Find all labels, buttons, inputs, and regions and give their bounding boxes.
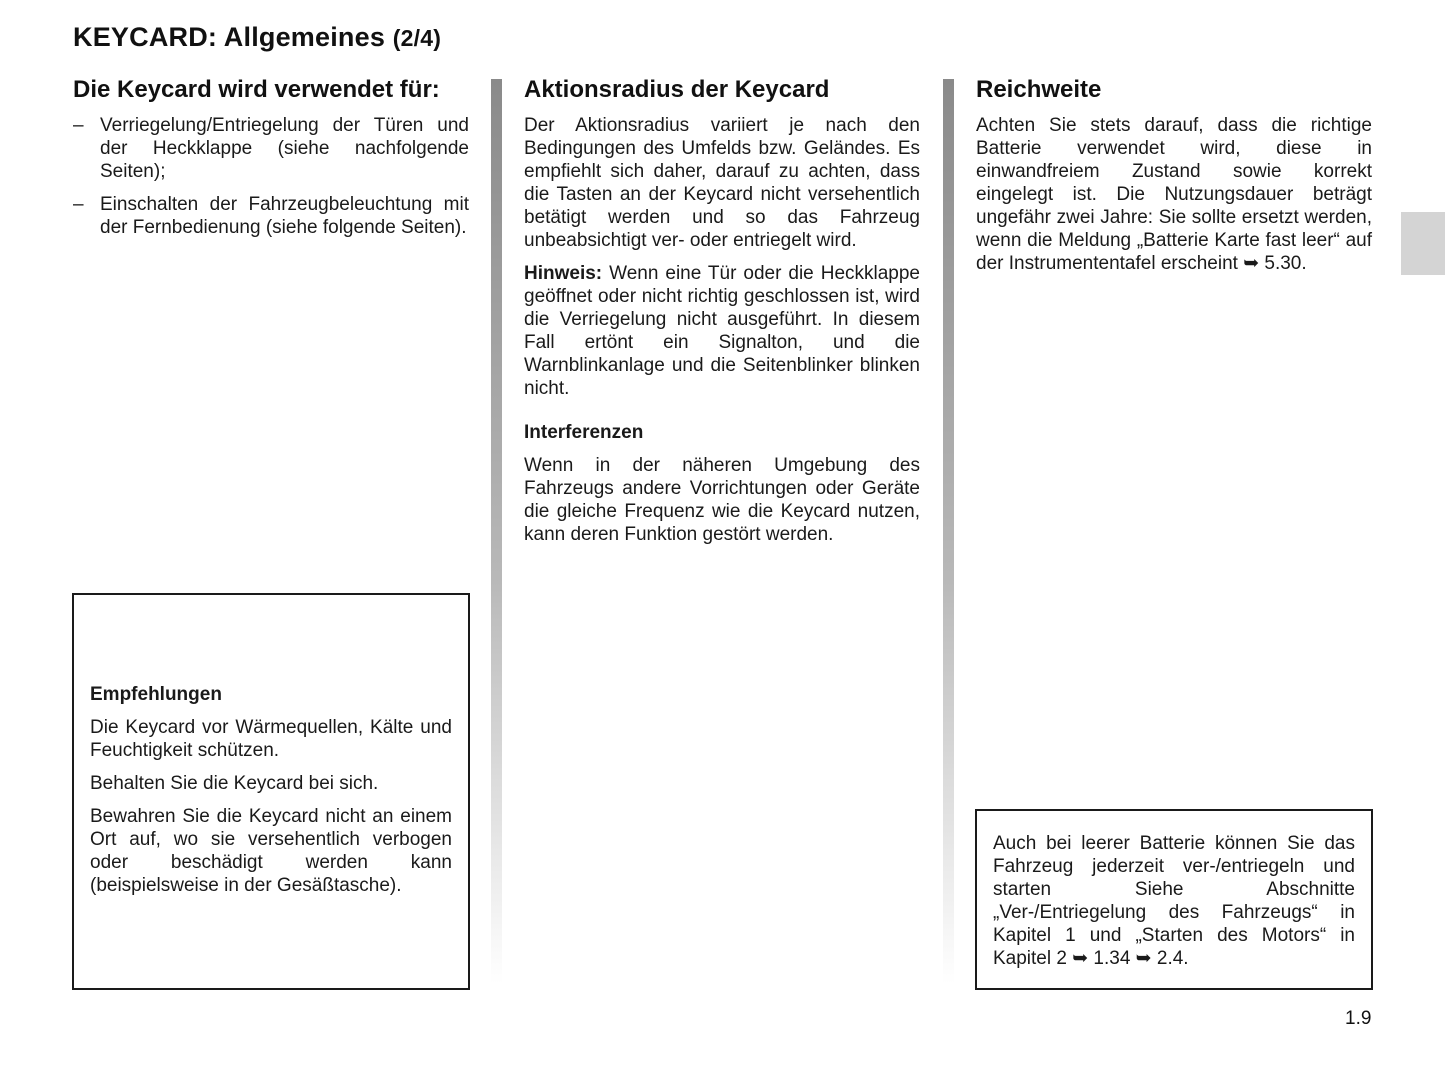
battery-info-text: Auch bei leerer Batterie können Sie das Fahrzeug jederzeit ver-/entriegeln und starten Siehe Abschnitte „Ver-/Entriegelung des Fahrzeugs“ in Kapitel 1 und „Starten des Motors“ in Kapitel 2 ➥ 1.34 ➥ 2.4. (993, 833, 1355, 969)
list-item-text: Einschalten der Fahrzeugbeleuchtung mit der Fernbedienung (siehe folgende Seiten). (100, 194, 469, 238)
note-paragraph (524, 262, 920, 400)
range-paragraph: Der Aktionsradius variiert je nach den Bedingungen des Umfelds bzw. Geländes. Es empfiehlt sich daher, darauf zu achten, dass die Tasten an der Keycard nicht versehentlich betätigt werden und so das Fahrzeug unbeabsichtigt ver- oder entriegelt wird. (524, 115, 920, 251)
interference-heading: Interferenzen (524, 422, 644, 443)
list-item (73, 193, 469, 239)
page-title-suffix: (2/4) (392, 25, 442, 51)
reach-paragraph: Achten Sie stets darauf, dass die richtige Batterie verwendet wird, diese in einwandfreiem Zustand sowie korrekt eingelegt ist. Die Nutzungsdauer beträgt ungefähr zwei Jahre: Sie sollte ersetzt werden, wenn die Meldung „Batterie Karte fast leer“ auf der Instrumententafel erscheint ➥ 5.30. (976, 115, 1372, 274)
battery-info-box (975, 809, 1373, 990)
recommendations-box (72, 593, 470, 990)
usage-list (73, 114, 469, 239)
dash-bullet: – (73, 194, 84, 215)
chapter-side-tab (1401, 212, 1445, 275)
recommendation-paragraph: Bewahren Sie die Keycard nicht an einem Ort auf, wo sie versehentlich verbogen oder beschädigt werden kann (beispielsweise in der Gesäßtasche). (90, 806, 452, 896)
interference-paragraph: Wenn in der näheren Umgebung des Fahrzeugs andere Vorrichtungen oder Geräte die gleiche Frequenz wie die Keycard nutzen, kann deren Funktion gestört werden. (524, 455, 920, 545)
note-label: Hinweis: (524, 263, 603, 284)
range-heading: Aktionsradius der Keycard (524, 76, 830, 103)
usage-heading: Die Keycard wird verwendet für: (73, 76, 440, 103)
reach-heading: Reichweite (976, 76, 1102, 103)
list-item-text: Verriegelung/Entriegelung der Türen und der Heckklappe (siehe nachfolgende Seiten); (100, 115, 469, 182)
note-text: Wenn eine Tür oder die Heckklappe geöffnet oder nicht richtig geschlossen ist, wird die Verriegelung nicht ausgeführt. In diesem Fall ertönt ein Signalton, und die Warnblinkanlage und die Seitenblinker blinken nicht. (524, 263, 920, 399)
page-number: 1.9 (1345, 1008, 1372, 1029)
dash-bullet: – (73, 115, 84, 136)
page-title-text: KEYCARD: Allgemeines (73, 22, 386, 52)
column-separator (943, 79, 954, 984)
recommendations-heading: Empfehlungen (90, 684, 222, 705)
recommendation-paragraph: Die Keycard vor Wärmequellen, Kälte und Feuchtigkeit schützen. (90, 717, 452, 761)
page-title (73, 22, 441, 53)
recommendation-paragraph: Behalten Sie die Keycard bei sich. (90, 773, 379, 794)
list-item (73, 114, 469, 183)
column-reach (976, 74, 1372, 275)
column-range (524, 74, 920, 546)
column-usage (73, 74, 469, 249)
column-separator (491, 79, 502, 984)
